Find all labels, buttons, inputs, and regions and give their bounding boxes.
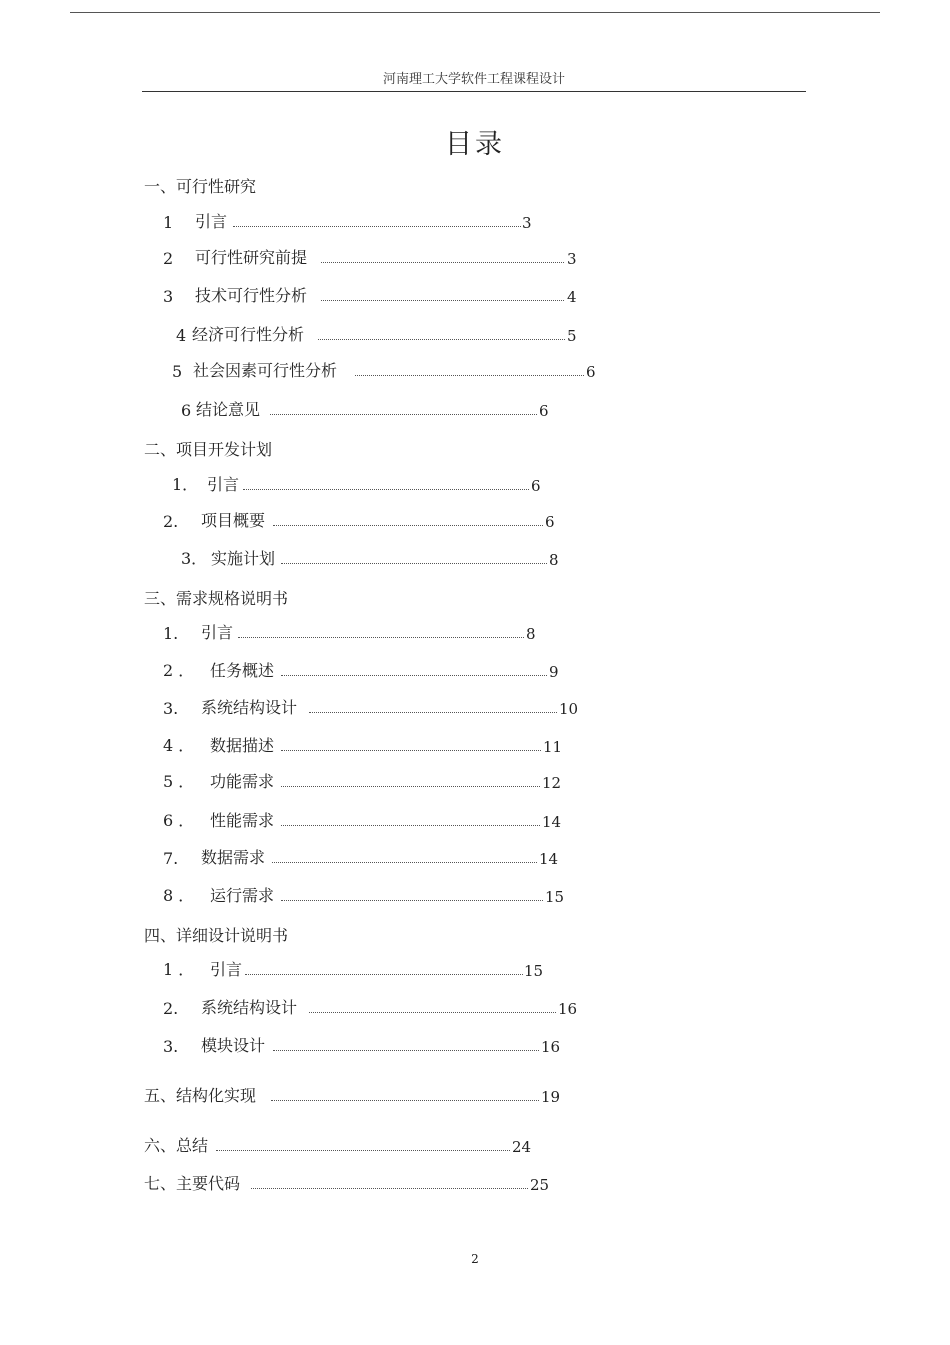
toc-section-1: 一、可行性研究: [144, 177, 257, 196]
toc-entry-number: 5: [172, 362, 183, 381]
toc-entry-page: 12: [542, 774, 562, 792]
toc-section-4: 四、详细设计说明书: [144, 926, 289, 945]
toc-entry-label: 运行需求: [210, 886, 275, 905]
toc-dot-leader: [272, 862, 537, 863]
toc-entry-label: 任务概述: [210, 661, 275, 680]
toc-entry-page: 15: [545, 888, 565, 906]
toc-entry-page: 8: [549, 551, 559, 569]
toc-dot-leader: [281, 750, 541, 751]
page-number: 2: [471, 1252, 479, 1266]
toc-entry-number: 6: [181, 401, 192, 420]
toc-entry[interactable]: [144, 1172, 550, 1194]
toc-entry-page: 5: [567, 327, 577, 345]
toc-entry[interactable]: [172, 359, 596, 381]
toc-dot-leader: [309, 712, 557, 713]
toc-entry[interactable]: [163, 696, 579, 718]
toc-entry-page: 19: [541, 1088, 561, 1106]
toc-dot-leader: [281, 900, 543, 901]
toc-entry-number: 3: [163, 287, 174, 306]
toc-entry-number: 6 ．: [163, 811, 195, 830]
toc-entry-page: 4: [567, 288, 577, 306]
toc-entry[interactable]: [163, 284, 577, 306]
toc-entry-page: 6: [539, 402, 549, 420]
toc-entry[interactable]: [163, 958, 544, 980]
toc-entry-page: 14: [539, 850, 559, 868]
toc-entry-number: 7.: [163, 849, 179, 868]
toc-dot-leader: [281, 825, 540, 826]
toc-dot-leader: [273, 525, 543, 526]
toc-entry[interactable]: [163, 996, 578, 1018]
toc-dot-leader: [281, 563, 547, 564]
toc-entry[interactable]: [163, 770, 562, 792]
running-header: 河南理工大学软件工程课程设计: [382, 72, 565, 87]
toc-entry[interactable]: [144, 1134, 532, 1156]
toc-entry-page: 9: [549, 663, 559, 681]
toc-dot-leader: [238, 637, 524, 638]
toc-entry[interactable]: [163, 734, 563, 756]
toc-entry-page: 25: [530, 1176, 550, 1194]
toc-entry-label: 系统结构设计: [201, 998, 298, 1017]
toc-entry-label: 功能需求: [210, 772, 275, 791]
toc-entry-number: 2.: [163, 999, 179, 1018]
toc-entry-label: 社会因素可行性分析: [193, 361, 338, 380]
toc-entry-label: 系统结构设计: [201, 698, 298, 717]
toc-entry[interactable]: [163, 659, 559, 681]
toc-entry-number: 1.: [163, 624, 179, 643]
toc-entry[interactable]: [163, 621, 536, 643]
toc-entry-label: 六、总结: [144, 1136, 209, 1155]
toc-entry-page: 11: [543, 738, 563, 756]
toc-entry-number: 1．: [172, 475, 199, 494]
toc-entry-label: 技术可行性分析: [195, 286, 308, 305]
toc-entry[interactable]: [181, 398, 549, 420]
toc-entry[interactable]: [163, 884, 565, 906]
toc-dot-leader: [281, 675, 547, 676]
toc-section-2: 二、项目开发计划: [144, 440, 273, 459]
toc-entry[interactable]: [172, 473, 541, 495]
toc-dot-leader: [355, 375, 584, 376]
toc-entry[interactable]: [163, 246, 577, 268]
toc-entry-number: 3．: [181, 549, 208, 568]
toc-dot-leader: [216, 1150, 510, 1151]
toc-dot-leader: [309, 1012, 556, 1013]
toc-entry-label: 引言: [201, 623, 234, 642]
toc-dot-leader: [233, 226, 521, 227]
toc-entry[interactable]: [163, 846, 559, 868]
toc-dot-leader: [271, 1100, 539, 1101]
toc-entry-number: 3.: [163, 1037, 179, 1056]
toc-entry-page: 8: [526, 625, 536, 643]
toc-dot-leader: [281, 786, 540, 787]
toc-entry-number: 2 ．: [163, 661, 195, 680]
toc-entry-label: 五、结构化实现: [144, 1086, 257, 1105]
toc-entry-page: 3: [522, 214, 532, 232]
toc-entry[interactable]: [163, 809, 562, 831]
toc-entry-number: 3.: [163, 699, 179, 718]
toc-entry-page: 24: [512, 1138, 532, 1156]
toc-entry-label: 引言: [210, 960, 243, 979]
toc-title: 目录: [445, 129, 505, 160]
toc-entry[interactable]: [181, 547, 559, 569]
toc-entry-number: 4: [176, 326, 187, 345]
toc-entry-page: 6: [545, 513, 555, 531]
toc-dot-leader: [245, 974, 523, 975]
toc-entry-label: 数据描述: [210, 736, 275, 755]
toc-entry-label: 引言: [195, 212, 228, 231]
toc-entry-page: 6: [531, 477, 541, 495]
toc-entry-page: 14: [542, 813, 562, 831]
toc-entry-label: 经济可行性分析: [192, 325, 305, 344]
toc-entry-number: 2: [163, 249, 174, 268]
toc-entry-label: 七、主要代码: [144, 1174, 241, 1193]
toc-dot-leader: [270, 414, 537, 415]
toc-entry-label: 可行性研究前提: [195, 248, 308, 267]
toc-entry-number: 4 ．: [163, 736, 195, 755]
toc-entry-label: 模块设计: [201, 1036, 266, 1055]
toc-entry-label: 项目概要: [201, 511, 266, 530]
top-border-line: [70, 12, 880, 13]
header-rule: [142, 91, 806, 92]
toc-dot-leader: [251, 1188, 528, 1189]
toc-entry[interactable]: [144, 1084, 561, 1106]
toc-entry[interactable]: [163, 210, 532, 232]
toc-dot-leader: [321, 300, 564, 301]
toc-entry-label: 结论意见: [196, 400, 261, 419]
toc-entry[interactable]: [163, 1034, 561, 1056]
toc-entry-label: 实施计划: [211, 549, 276, 568]
toc-entry-number: 2.: [163, 512, 179, 531]
toc-entry-label: 数据需求: [201, 848, 266, 867]
toc-entry-page: 3: [567, 250, 577, 268]
toc-entry-number: 8 ．: [163, 886, 195, 905]
toc-entry[interactable]: [176, 323, 577, 345]
toc-entry-page: 16: [558, 1000, 578, 1018]
toc-entry-label: 引言: [207, 475, 240, 494]
toc-entry-page: 16: [541, 1038, 561, 1056]
toc-entry-number: 1: [163, 213, 174, 232]
toc-entry-page: 10: [559, 700, 579, 718]
toc-entry-label: 性能需求: [210, 811, 275, 830]
toc-dot-leader: [273, 1050, 539, 1051]
toc-entry[interactable]: [163, 509, 555, 531]
toc-dot-leader: [243, 489, 529, 490]
toc-entry-number: 5 ．: [163, 772, 195, 791]
toc-entry-page: 6: [586, 363, 596, 381]
toc-dot-leader: [318, 339, 565, 340]
toc-entry-number: 1 ．: [163, 960, 195, 979]
toc-dot-leader: [321, 262, 564, 263]
toc-section-3: 三、需求规格说明书: [144, 589, 289, 608]
toc-entry-page: 15: [524, 962, 544, 980]
